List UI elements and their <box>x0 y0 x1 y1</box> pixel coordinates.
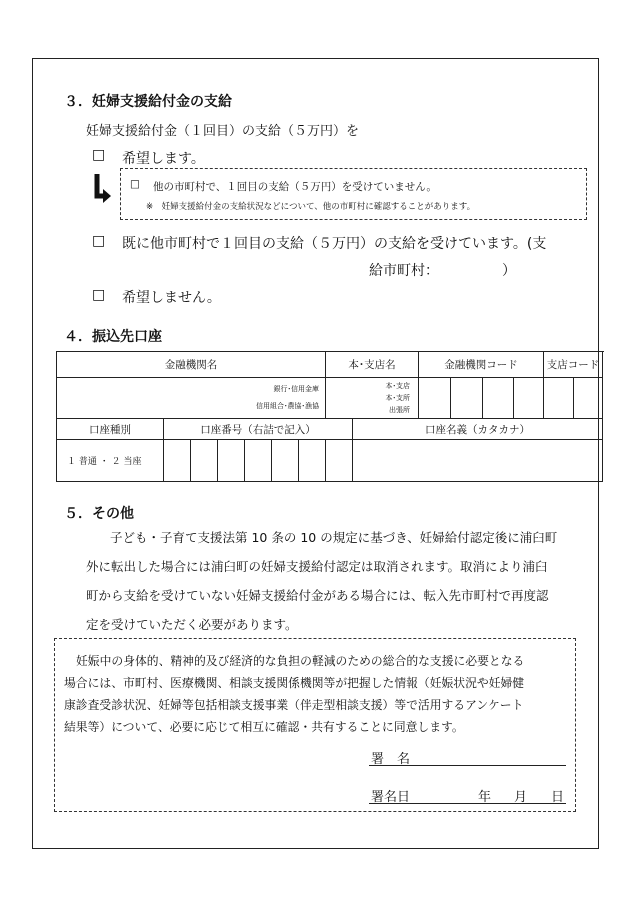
bank-name-field[interactable] <box>57 378 326 419</box>
bank-code-digit[interactable] <box>451 378 483 419</box>
sub-option-text: 他の市町村で、１回目の支給（５万円）を受けていません。 <box>153 181 437 193</box>
section3-heading: ３．妊婦支援給付金の支給 <box>64 94 232 110</box>
other-checkbox[interactable]: □ <box>92 233 106 249</box>
section5-line3: 町から支給を受けていない妊婦支援給付金がある場合には、転入先市町村で再度認 <box>86 588 549 603</box>
branch-types-1: 本･支店 <box>385 382 411 390</box>
signature-field[interactable] <box>369 765 566 766</box>
date-field[interactable] <box>369 803 566 804</box>
bank-types-2: 信用組合･農協･漁協 <box>256 402 320 410</box>
date-day-label: 日 <box>551 790 565 805</box>
signature-label: 署 名 <box>371 752 411 767</box>
other-label-line1: 既に他市町村で１回目の支給（５万円）の支給を受けています。(支 <box>122 236 547 252</box>
account-number-digit[interactable] <box>272 440 299 482</box>
section5-body <box>86 523 586 639</box>
nowish-checkbox[interactable]: □ <box>92 287 106 303</box>
wish-checkbox[interactable]: □ <box>92 147 106 163</box>
sub-option-box <box>120 168 587 220</box>
section4-heading: ４．振込先口座 <box>64 329 162 345</box>
header-branch-name: 本･支店名 <box>326 352 419 378</box>
account-number-digit[interactable] <box>299 440 326 482</box>
date-month-label: 月 <box>514 790 528 805</box>
section5-line4: 定を受けていただく必要があります。 <box>86 617 298 632</box>
account-type-field[interactable] <box>57 440 164 482</box>
header-account-type: 口座種別 <box>57 419 164 440</box>
section5-heading: ５．その他 <box>64 506 134 522</box>
account-number-digit[interactable] <box>164 440 191 482</box>
consent-line2: 場合には、市町村、医療機関、相談支援関係機関等が把握した情報（妊娠状況や妊婦健 <box>64 676 525 690</box>
account-number-digit[interactable] <box>245 440 272 482</box>
branch-code-digit[interactable] <box>574 378 603 419</box>
consent-line3: 康診査受診状況、妊婦等包括相談支援事業（伴走型相談支援）等で活用するアンケート <box>64 698 524 712</box>
header-bank-code: 金融機関コード <box>419 352 544 378</box>
bank-account-table <box>56 351 603 482</box>
account-name-field[interactable] <box>353 440 603 482</box>
section3-intro: 妊婦支援給付金（１回目）の支給（５万円）を <box>86 124 360 139</box>
account-type-options: １ 普通 ・ ２ 当座 <box>67 457 142 467</box>
wish-label: 希望します。 <box>122 151 205 167</box>
bank-code-digit[interactable] <box>514 378 544 419</box>
bank-types-1: 銀行･信用金庫 <box>273 385 320 393</box>
branch-code-digit[interactable] <box>544 378 574 419</box>
date-year-label: 年 <box>478 790 492 805</box>
branch-types-3: 出張所 <box>389 406 411 414</box>
branch-types-2: 本･支所 <box>385 394 411 402</box>
consent-line4: 結果等）について、必要に応じて相互に確認・共有することに同意します。 <box>64 720 464 734</box>
header-account-number: 口座番号（右詰で記入） <box>164 419 353 440</box>
header-branch-code: 支店コード <box>544 352 603 378</box>
bank-code-digit[interactable] <box>419 378 451 419</box>
other-label-line2: 給市町村： ） <box>369 263 516 279</box>
consent-text <box>64 650 569 738</box>
arrow-down-right-icon <box>92 172 112 204</box>
nowish-label: 希望しません。 <box>122 290 221 306</box>
section5-line2: 外に転出した場合には浦臼町の妊婦支援給付認定は取消されます。取消により浦臼 <box>86 559 548 574</box>
account-number-digit[interactable] <box>326 440 353 482</box>
account-number-digit[interactable] <box>191 440 218 482</box>
sub-checkbox[interactable]: □ <box>130 178 140 190</box>
header-bank-name: 金融機関名 <box>57 352 326 378</box>
consent-line1: 妊娠中の身体的、精神的及び経済的な負担の軽減のための総合的な支援に必要となる <box>76 654 525 668</box>
bank-code-digit[interactable] <box>483 378 514 419</box>
date-label: 署名日 <box>371 790 411 805</box>
branch-name-field[interactable] <box>326 378 419 419</box>
section5-line1: 子ども・子育て支援法第 10 条の 10 の規定に基づき、妊婦給付認定後に浦臼町 <box>110 530 558 545</box>
header-account-name: 口座名義（カタカナ） <box>353 419 603 440</box>
account-number-digit[interactable] <box>218 440 245 482</box>
sub-option-note: ※ 妊婦支援給付金の支給状況などについて、他の市町村に確認することがあります。 <box>146 202 476 212</box>
